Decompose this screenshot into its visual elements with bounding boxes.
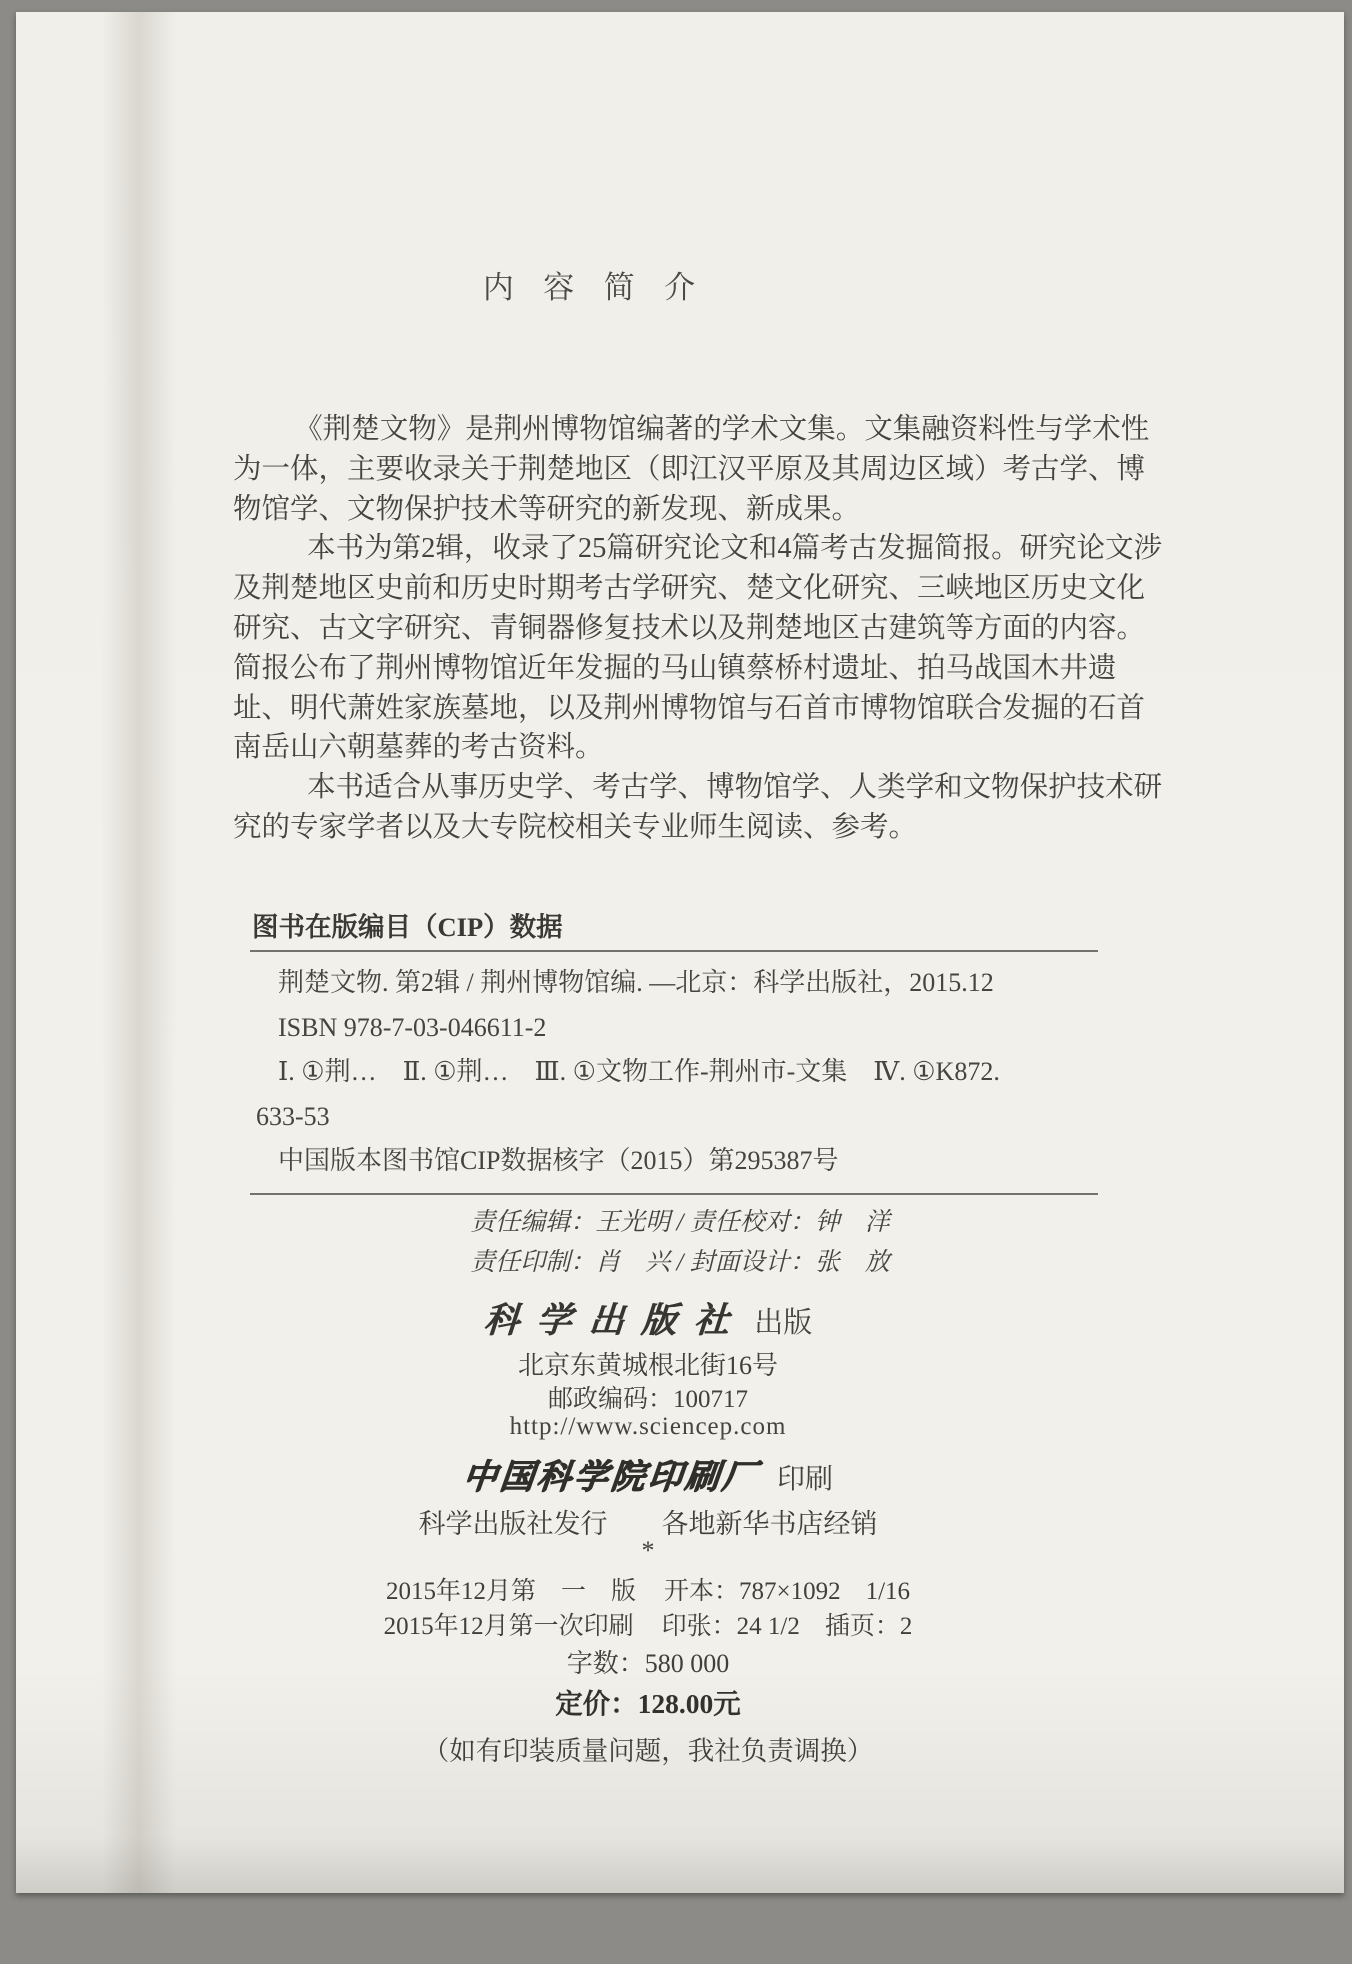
- intro-line: 简报公布了荆州博物馆近年发掘的马山镇蔡桥村遗址、拍马战国木井遗: [233, 652, 1117, 684]
- intro-line: 址、明代萧姓家族墓地，以及荆州博物馆与石首市博物馆联合发掘的石首: [233, 692, 1146, 724]
- intro-line: 研究、古文字研究、青铜器修复技术以及荆楚地区古建筑等方面的内容。: [233, 612, 1146, 644]
- format-spec: 开本：787×1092 1/16: [663, 1578, 911, 1605]
- printer-role-label: 印刷: [776, 1464, 833, 1495]
- colophon-separator-star: *: [641, 1536, 655, 1565]
- cip-data-block: [250, 961, 1110, 1184]
- staff-line-printing: 责任印制：肖 兴 / 封面设计：张 放: [470, 1249, 890, 1276]
- distribution-line: 科学出版社发行 各地新华书店经销: [418, 1509, 878, 1539]
- sheets-spec: 印张：24 1/2 插页：2: [661, 1613, 913, 1640]
- staff-credits: [250, 1203, 1110, 1283]
- intro-line: 本书适合从事历史学、考古学、博物馆学、人类学和文物保护技术研: [307, 772, 1163, 804]
- cip-line: 荆楚文物. 第2辑 / 荆州博物馆编. —北京：科学出版社，2015.12: [278, 968, 994, 997]
- intro-line: 为一体，主要收录关于荆楚地区（即江汉平原及其周边区域）考古学、博: [233, 453, 1146, 485]
- staff-line-editors: 责任编辑：王光明 / 责任校对：钟 洋: [470, 1209, 890, 1236]
- printer-line: [233, 1449, 1063, 1498]
- impression-row: [233, 1606, 1063, 1642]
- publisher-website: http://www.sciencep.com: [509, 1413, 787, 1440]
- cip-heading: 图书在版编目（CIP）数据: [252, 912, 563, 942]
- cip-divider-bottom: [250, 1193, 1098, 1195]
- edition-row: [233, 1571, 1063, 1607]
- publisher-postcode: 邮政编码：100717: [547, 1386, 748, 1413]
- printer-name-calligraphy: 中国科学院印刷厂: [460, 1459, 761, 1496]
- intro-line: 及荆楚地区史前和历史时期考古学研究、楚文化研究、三峡地区历史文化: [233, 573, 1146, 605]
- publisher-address: 北京东黄城根北街16号: [517, 1351, 778, 1380]
- cip-line: ISBN 978-7-03-046611-2: [278, 1012, 547, 1042]
- cip-line: 633-53: [256, 1101, 330, 1131]
- publisher-role-label: 出版: [754, 1307, 813, 1339]
- publisher-line: [233, 1293, 1063, 1343]
- edition-date: 2015年12月第 一 版: [385, 1578, 636, 1605]
- intro-line: 本书为第2辑，收录了25篇研究论文和4篇考古发掘简报。研究论文涉: [307, 533, 1163, 565]
- price-line: 定价：128.00元: [555, 1688, 741, 1719]
- word-count: 字数：580 000: [566, 1649, 730, 1678]
- intro-line: 究的专家学者以及大专院校相关专业师生阅读、参考。: [233, 811, 918, 843]
- page-title: 内容简介: [482, 270, 725, 305]
- intro-paragraphs: [233, 410, 1163, 848]
- impression-date: 2015年12月第一次印刷: [383, 1613, 634, 1640]
- intro-line: 《荆楚文物》是荆州博物馆编著的学术文集。文集融资料性与学术性: [294, 414, 1150, 445]
- publisher-name-calligraphy: 科学出版社: [482, 1301, 748, 1340]
- cip-line: Ⅰ. ①荆… Ⅱ. ①荆… Ⅲ. ①文物工作-荆州市-文集 Ⅳ. ①K872.: [278, 1057, 1000, 1087]
- quality-notice: （如有印装质量问题，我社负责调换）: [422, 1736, 874, 1766]
- gutter-shadow: [102, 12, 176, 1893]
- cip-line: 中国版本图书馆CIP数据核字（2015）第295387号: [278, 1146, 839, 1176]
- intro-line: 物馆学、文物保护技术等研究的新发现、新成果。: [233, 493, 861, 525]
- cip-divider-top: [250, 950, 1098, 952]
- intro-line: 南岳山六朝墓葬的考古资料。: [233, 732, 604, 764]
